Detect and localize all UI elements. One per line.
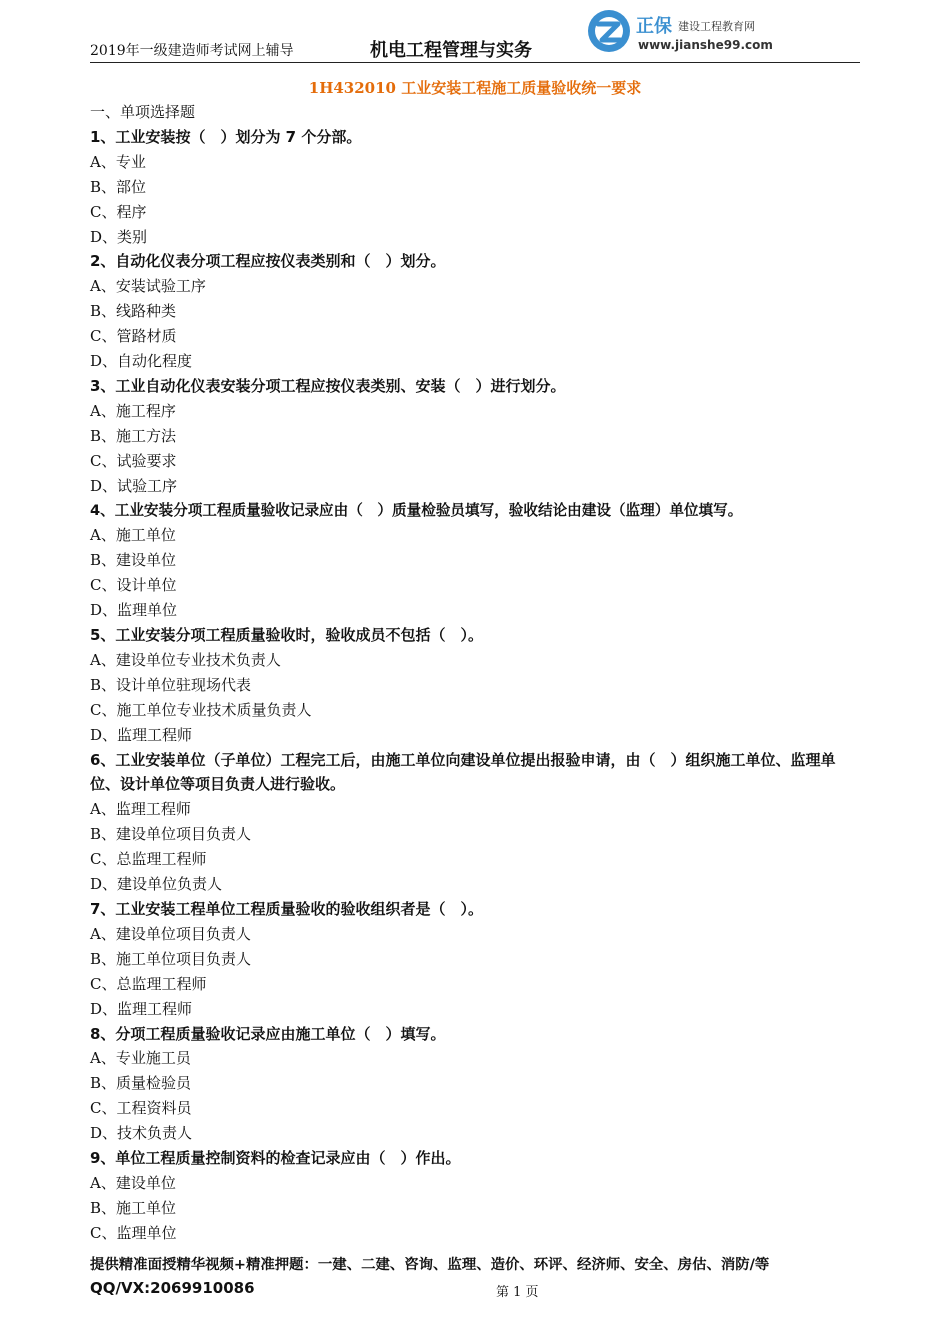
- option-b: B、建设单位项目负责人: [90, 825, 252, 844]
- option-a: A、专业施工员: [90, 1049, 191, 1068]
- question-text: 3、工业自动化仪表安装分项工程应按仪表类别、安装（ ）进行划分。: [90, 376, 566, 395]
- option-d: D、类别: [90, 227, 148, 246]
- option-a: A、建设单位: [90, 1173, 176, 1192]
- option-d: D、监理工程师: [90, 999, 193, 1018]
- option-b: B、质量检验员: [90, 1074, 192, 1093]
- page-header: [90, 0, 860, 63]
- option-c: C、监理单位: [90, 1223, 177, 1242]
- option-a: A、安装试验工序: [90, 277, 206, 296]
- question-block: [90, 1146, 865, 1246]
- option-b: B、建设单位: [90, 551, 177, 570]
- option-a: A、施工单位: [90, 526, 176, 545]
- page-number: 第 1 页: [496, 1285, 539, 1300]
- option-c: C、工程资料员: [90, 1099, 192, 1118]
- question-text: 7、工业安装工程单位工程质量验收的验收组织者是（ ）。: [90, 900, 483, 918]
- option-d: D、监理工程师: [90, 725, 193, 744]
- question-block: [90, 125, 865, 250]
- option-d: D、试验工序: [90, 476, 178, 495]
- logo-subtitle: 建设工程教育网: [678, 20, 755, 33]
- option-d: D、自动化程度: [90, 352, 193, 371]
- question-text: 9、单位工程质量控制资料的检查记录应由（ ）作出。: [90, 1149, 461, 1168]
- footer-promo-text: 提供精准面授精华视频+精准押题：一建、二建、咨询、监理、造价、环评、经济师、安全、房估、消防/等: [90, 1257, 770, 1273]
- option-d: D、技术负责人: [90, 1124, 193, 1143]
- brand-logo: [586, 8, 796, 56]
- option-c: C、施工单位专业技术质量负责人: [90, 700, 312, 719]
- option-a: A、监理工程师: [90, 800, 191, 819]
- option-a: A、建设单位项目负责人: [90, 924, 251, 943]
- page-footer: [90, 1253, 870, 1300]
- option-b: B、施工单位: [90, 1198, 177, 1217]
- option-c: C、设计单位: [90, 576, 177, 595]
- question-text: 4、工业安装分项工程质量验收记录应由（ ）质量检验员填写，验收结论由建设（监理）单位填写。: [90, 501, 743, 519]
- logo-swirl-icon: [586, 8, 632, 54]
- option-c: C、总监理工程师: [90, 974, 207, 993]
- question-block: [90, 748, 865, 897]
- option-b: B、施工方法: [90, 426, 177, 445]
- header-exam-name: 2019年一级建造师考试网上辅导: [90, 43, 294, 59]
- question-text: 8、分项工程质量验收记录应由施工单位（ ）填写。: [90, 1024, 446, 1043]
- logo-name: 正保: [636, 16, 672, 37]
- logo-url: www.jianshe99.com: [638, 38, 773, 52]
- option-c: C、程序: [90, 202, 147, 221]
- question-text: 6、工业安装单位（子单位）工程完工后，由施工单位向建设单位提出报验申请，由（ ）组织施工单位、监理单位、设计单位等项目负责人进行验收。: [90, 750, 836, 794]
- option-c: C、试验要求: [90, 451, 177, 470]
- question-block: [90, 499, 865, 624]
- option-b: B、设计单位驻现场代表: [90, 675, 252, 694]
- option-b: B、线路种类: [90, 302, 177, 321]
- footer-contact: QQ/VX:2069910086: [90, 1279, 255, 1297]
- question-text: 1、工业安装按（ ）划分为 7 个分部。: [90, 127, 362, 146]
- question-block: [90, 897, 865, 1022]
- option-d: D、监理单位: [90, 601, 178, 620]
- document-title: 1H432010 工业安装工程施工质量验收统一要求: [308, 79, 642, 97]
- option-c: C、总监理工程师: [90, 850, 207, 869]
- question-block: [90, 623, 865, 748]
- option-a: A、建设单位专业技术负责人: [90, 650, 281, 669]
- question-block: [90, 374, 865, 499]
- option-b: B、部位: [90, 177, 147, 196]
- option-d: D、建设单位负责人: [90, 875, 223, 894]
- question-block: [90, 249, 865, 374]
- header-subject: 机电工程管理与实务: [370, 40, 532, 61]
- option-c: C、管路材质: [90, 327, 177, 346]
- section-heading: 一、单项选择题: [90, 103, 196, 121]
- option-a: A、施工程序: [90, 401, 176, 420]
- question-text: 2、自动化仪表分项工程应按仪表类别和（ ）划分。: [90, 252, 446, 271]
- question-block: [90, 1022, 865, 1147]
- option-a: A、专业: [90, 152, 146, 171]
- question-list: [90, 100, 865, 1246]
- question-text: 5、工业安装分项工程质量验收时，验收成员不包括（ ）。: [90, 626, 483, 645]
- option-b: B、施工单位项目负责人: [90, 949, 252, 968]
